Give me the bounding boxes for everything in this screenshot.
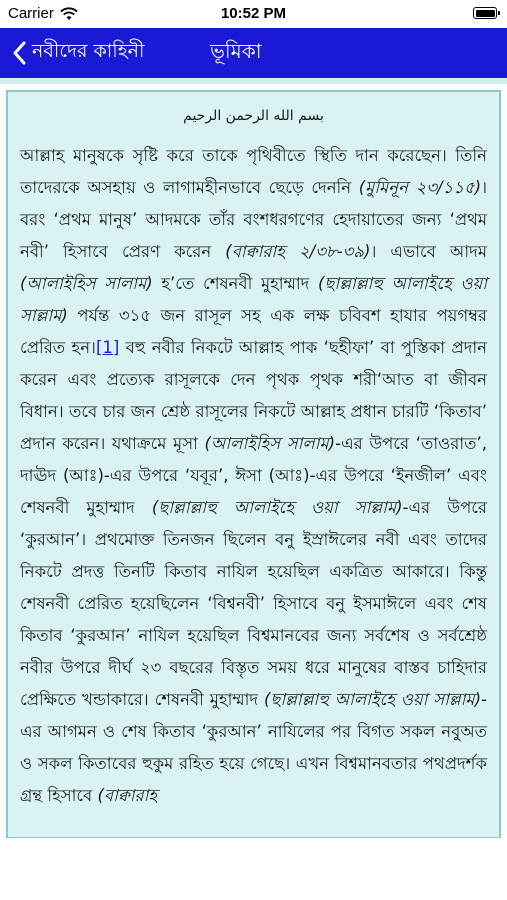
bismillah-heading: بسم الله الرحمن الرحيم (183, 108, 324, 124)
back-button[interactable] (12, 28, 144, 78)
article-body (20, 140, 487, 812)
body-text-segment: হ’তে শেষনবী মুহাম্মাদ (152, 274, 318, 293)
surah-reference: (বাক্বারাহ ২/৩৮-৩৯) (225, 242, 371, 261)
surah-reference: (ছাল্লাল্লাহু আলাইহে ওয়া সাল্লাম) (151, 498, 403, 517)
navigation-bar (0, 28, 507, 78)
article-content[interactable] (6, 90, 501, 839)
surah-reference: (মুমিনূন ২৩/১১৫) (358, 178, 482, 197)
footnote-link[interactable]: [1] (95, 338, 120, 357)
body-text-segment: । এভাবে আদম (370, 242, 487, 261)
clock: 10:52 PM (220, 5, 287, 22)
bottom-blank-area (0, 838, 507, 900)
back-button-label: নবীদের কাহিনী (32, 40, 145, 62)
surah-reference: (ছাল্লাল্লাহু আলাইহে ওয়া সাল্লাম) (263, 690, 482, 709)
chevron-left-icon (12, 41, 26, 65)
body-text-segment: -এর উপরে ‘কুরআন’। প্রথমোক্ত তিনজন ছিলেন বনু ইস্রাঈলের নবী এবং তাদের নিকটে প্রদত্ত তিনটি কিতাব নাযিল হয়েছিল একত্রিত আকারে। কিন্তু শেষনবী প্রেরিত হয়েছিলেন ‘বিশ্বনবী’ হিসাবে বনু ইসমাঈলে এবং শেষ কিতাব ‘কুরআন’ নাযিল হয়েছিল বিশ্বমানবের জন্য সর্বশেষ ও সর্বশ্রেষ্ঠ নবীর উপরে দীর্ঘ ২৩ বছরের বিস্তৃত সময় ধরে মানুষের বাস্তব চাহিদার প্রেক্ষিতে খন্ডাকারে। শেষনবী মুহাম্মাদ (20, 498, 487, 709)
status-bar (0, 0, 507, 28)
content-frame (0, 78, 507, 838)
surah-reference: (বাক্বারাহ (97, 786, 158, 805)
carrier-label: Carrier (8, 5, 54, 22)
body-text-segment: আল্লাহ মানুষকে সৃষ্টি করে তাকে পৃথিবীতে স্থিতি দান করেছেন। তিনি তাদেরকে অসহায় ও লাগামহীনভাবে ছেড়ে দেননি (20, 146, 487, 197)
body-text-segment: । বরং ‘প্রথম মানুষ’ আদমকে তাঁর বংশধরগণের হেদায়াতের জন্য ‘প্রথম নবী’ হিসাবে প্রেরণ করেন (20, 178, 488, 261)
body-text-segment: বহু নবীর নিকটে আল্লাহ পাক ‘ছহীফা’ বা পুস্তিকা প্রদান করেন এবং প্রত্যেক রাসূলকে দেন পৃথক পৃথক শরী‘আত বা জীবন বিধান। তবে চার জন শ্রেষ্ঠ রাসূলের নিকটে আল্লাহ প্রধান চারটি ‘কিতাব’ প্রদান করেন। যথাক্রমে মূসা (20, 338, 487, 453)
surah-reference: (আলাইহিস সালাম) (204, 434, 336, 453)
body-text-segment: পর্যন্ত ৩১৫ জন রাসূল সহ এক লক্ষ চবিবশ হাযার পয়গম্বর প্রেরিত হন। (20, 306, 487, 357)
surah-reference: (আলাইহিস সালাম) (20, 274, 153, 293)
body-text-segment: -এর উপরে ‘তাওরাত’, দাঊদ (আঃ)-এর উপরে ‘যবূর’, ঈসা (আঃ)-এর উপরে ‘ইনজীল’ এবং শেষনবী মুহাম্মাদ (20, 434, 487, 517)
body-text-segment: -এর আগমন ও শেষ কিতাব ‘কুরআন’ নাযিলের পর বিগত সকল নবুঅত ও সকল কিতাবের হুকুম রহিত হয়ে গেছে। এখন বিশ্বমানবতার পথপ্রদর্শক গ্রন্থ হিসাবে (20, 690, 487, 805)
page-title: ভূমিকা (210, 38, 262, 63)
battery-icon (473, 7, 497, 19)
surah-reference: (ছাল্লাল্লাহু আলাইহে ওয়া সাল্লাম) (20, 274, 487, 325)
